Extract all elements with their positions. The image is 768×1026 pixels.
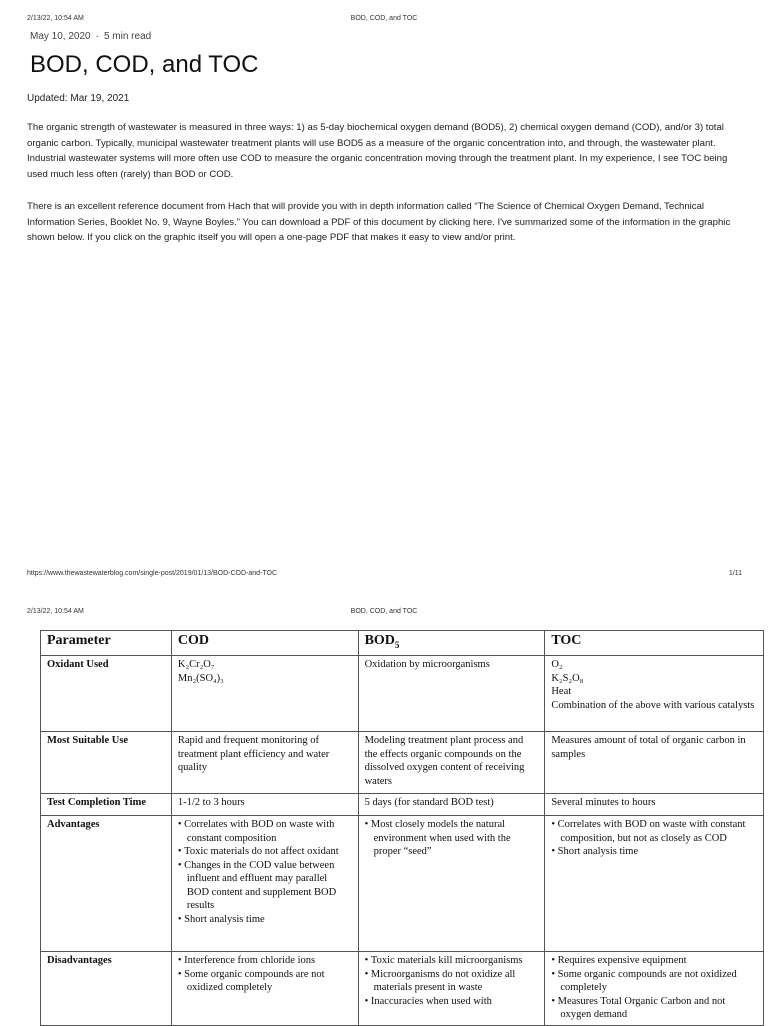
list-item: • Toxic materials kill microorganisms <box>365 954 539 968</box>
header-bod-subscript: 5 <box>394 639 400 650</box>
page-title: BOD, COD, and TOC <box>30 51 259 78</box>
header-parameter: Parameter <box>41 631 172 656</box>
print-title: BOD, COD, and TOC <box>350 608 418 615</box>
cell-cod-time: 1-1/2 to 3 hours <box>171 794 358 816</box>
header-bod-base: BOD <box>364 633 395 648</box>
list-item: • Interference from chloride ions <box>178 954 352 968</box>
list-item: • Measures Total Organic Carbon and not oxygen demand <box>551 995 757 1022</box>
paragraph-intro: The organic strength of wastewater is measured in three ways: 1) as 5-day biochemical oxygen demand (BOD5), 2) chemical oxygen demand (COD), and/or 3) total organic carbon. Typically, municipal wastewater treatment plants will use BOD5 as a measure of the organic concentration into, and through, the wastewater plant. Industrial wastewater systems will more often use COD to measure the organic concentration moving through the treatment plant. In my experience, I see TOC being used much less often (rarely) than BOD or COD. <box>27 122 728 180</box>
cell-line: K₂Cr₂O₇ <box>177 659 215 671</box>
cell-bod-use: Modeling treatment plant process and the effects organic compounds on the dissolved oxygen content of receiving waters <box>358 732 545 794</box>
cell-line: Combination of the above with various catalysts <box>551 699 755 711</box>
table-row <box>41 732 764 794</box>
cell-bod-time: 5 days (for standard BOD test) <box>358 794 545 816</box>
table-row <box>41 794 764 816</box>
page-number: 1/11 <box>728 570 742 577</box>
row-label-use: Most Suitable Use <box>41 732 172 794</box>
meta-separator: · <box>95 31 99 42</box>
list-item: • Toxic materials do not affect oxidant <box>178 845 352 859</box>
print-date: 2/13/22, 10:54 AM <box>27 15 84 22</box>
header-bod <box>358 631 545 656</box>
cell-cod-oxidant <box>171 656 358 732</box>
updated-date: Updated: Mar 19, 2021 <box>27 93 130 104</box>
row-label-advantages: Advantages <box>41 816 172 952</box>
cell-line: K₂S₂O₈ <box>551 672 584 684</box>
table-row <box>41 816 764 952</box>
list-item: • Some organic compounds are not oxidized completely <box>178 968 352 995</box>
list-item: • Correlates with BOD on waste with constant composition, but not as closely as COD <box>551 818 757 845</box>
table-row <box>41 656 764 732</box>
cell-bod-oxidant: Oxidation by microorganisms <box>358 656 545 732</box>
list-item: • Most closely models the natural environment when used with the proper “seed” <box>365 818 539 859</box>
cell-line: O₂ <box>551 659 563 671</box>
post-date: May 10, 2020 <box>30 31 91 42</box>
list-item: • Inaccuracies when used with <box>365 995 539 1009</box>
print-title: BOD, COD, and TOC <box>350 15 418 22</box>
row-label-disadvantages: Disadvantages <box>41 952 172 1026</box>
cell-line: Mn₂(SO₄)₃ <box>177 672 224 684</box>
comparison-table <box>40 630 764 1026</box>
cell-cod-disadvantages <box>171 952 358 1026</box>
cell-toc-oxidant <box>545 656 764 732</box>
list-item: • Microorganisms do not oxidize all materials present in waste <box>365 968 539 995</box>
cell-line: Heat <box>551 686 572 698</box>
cell-bod-disadvantages <box>358 952 545 1026</box>
cell-toc-use: Measures amount of total of organic carbon in samples <box>545 732 764 794</box>
list-item: • Correlates with BOD on waste with constant composition <box>178 818 352 845</box>
header-cod: COD <box>171 631 358 656</box>
row-label-oxidant: Oxidant Used <box>41 656 172 732</box>
cell-toc-advantages <box>545 816 764 952</box>
cell-toc-time: Several minutes to hours <box>545 794 764 816</box>
header-toc: TOC <box>545 631 764 656</box>
list-item: • Short analysis time <box>551 845 757 859</box>
paragraph-reference: There is an excellent reference document from Hach that will provide you with in depth information called “The Science of Chemical Oxygen Demand, Technical Information Series, Booklet No. 9, Wayne Boyles.” You can download a PDF of this document by clicking here. I've summarized some of the information in the graphic shown below. If you click on the graphic itself you will open a one-page PDF that makes it easy to view and/or print. <box>27 201 731 244</box>
print-date: 2/13/22, 10:54 AM <box>27 608 84 615</box>
post-meta <box>30 31 151 42</box>
table-row <box>41 952 764 1026</box>
cell-bod-advantages <box>358 816 545 952</box>
row-label-time: Test Completion Time <box>41 794 172 816</box>
read-time: 5 min read <box>103 31 152 42</box>
table-header-row <box>41 631 764 656</box>
cell-toc-disadvantages <box>545 952 764 1026</box>
list-item: • Changes in the COD value between influent and effluent may parallel BOD content and supplement BOD results <box>178 859 352 913</box>
list-item: • Requires expensive equipment <box>551 954 757 968</box>
list-item: • Some organic compounds are not oxidized completely <box>551 968 757 995</box>
list-item: • Short analysis time <box>178 913 352 927</box>
page-url[interactable]: https://www.thewastewaterblog.com/single-post/2019/01/13/BOD-COD-and-TOC <box>27 570 278 577</box>
cell-cod-advantages <box>171 816 358 952</box>
cell-cod-use: Rapid and frequent monitoring of treatment plant efficiency and water quality <box>171 732 358 794</box>
